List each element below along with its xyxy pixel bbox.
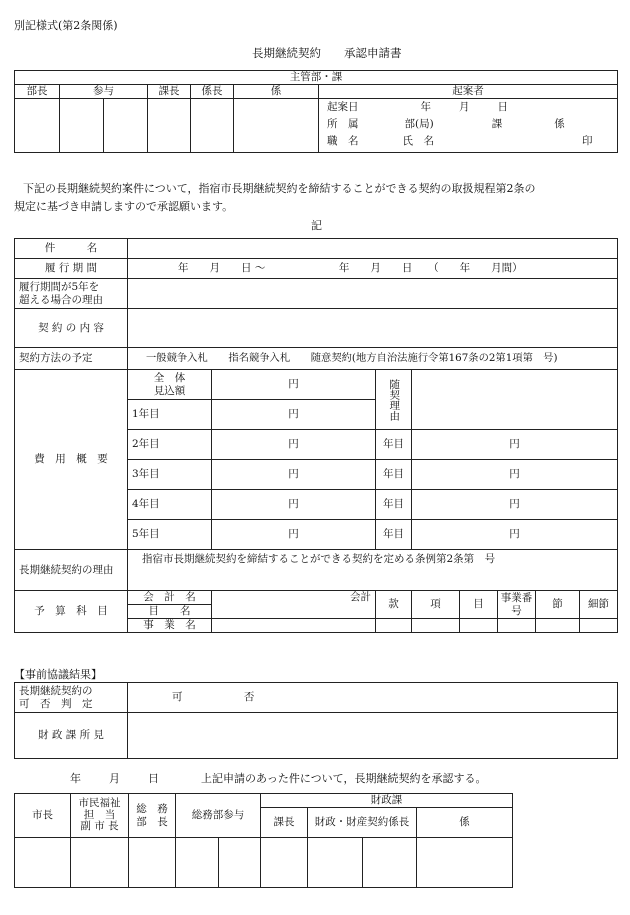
intro-line-2: 規定に基づき申請しますので承認願います。: [14, 200, 234, 213]
draft-date-label: 起案日: [327, 101, 359, 114]
judge-label-line1: 長期継続契約の: [19, 684, 93, 697]
stamp-cell[interactable]: [148, 99, 191, 153]
budget-label: 予 算 科 目: [15, 591, 128, 633]
cost-label: 費 用 概 要: [15, 370, 128, 550]
month-label: 月: [459, 101, 470, 114]
intro-line-1: 下記の長期継続契約案件について，指宿市長期継続契約を締結することができる契約の取扱規程第2条の: [23, 182, 536, 195]
approval-month: 月: [109, 772, 120, 785]
method-label: 契約方法の予定: [15, 348, 128, 370]
total-label-line1: 全 体: [153, 371, 186, 384]
hi-option[interactable]: 否: [243, 691, 255, 704]
judge-value[interactable]: [128, 683, 618, 713]
budget-col-ko: 項: [412, 591, 460, 619]
item-label: 目 名: [128, 605, 212, 619]
reason-value[interactable]: 指宿市長期継続契約を締結することができる契約を定める条例第2条第 号: [128, 550, 618, 591]
over5-value[interactable]: [128, 279, 618, 309]
project-name-value[interactable]: [212, 619, 376, 633]
stamp-cell[interactable]: [363, 838, 417, 888]
item-name-label: 件 名: [15, 239, 128, 259]
year4-label: 4年目: [128, 490, 212, 520]
approval-line: [70, 770, 486, 786]
stamp-cell[interactable]: [15, 99, 60, 153]
subsection-label: 係: [554, 118, 565, 131]
ka-option[interactable]: 可: [172, 691, 183, 704]
year2-right-label: 年目: [376, 430, 412, 460]
opinion-label: 財 政 課 所 見: [15, 713, 128, 759]
period-value[interactable]: 年 月 日 〜 年 月 日 （ 年 月間）: [128, 259, 618, 279]
zuikei-text: 随契理由: [388, 378, 401, 421]
stamp-cell[interactable]: [15, 838, 71, 888]
stamp-cell[interactable]: [219, 838, 261, 888]
year3-label: 3年目: [128, 460, 212, 490]
col-kakaricho: 係長: [191, 85, 234, 99]
year1-amount[interactable]: 円: [212, 400, 376, 430]
content-value[interactable]: [128, 309, 618, 348]
finance-label: 財政課: [261, 794, 513, 808]
judge-label: [15, 683, 128, 713]
total-label-line2: 見込額: [153, 384, 186, 397]
year5-label: 5年目: [128, 520, 212, 550]
zuikei-label: [376, 370, 412, 430]
mayor-label: 市長: [15, 794, 71, 838]
item-name-value[interactable]: [128, 239, 618, 259]
year4-amount[interactable]: 円: [212, 490, 376, 520]
year3-right-amount[interactable]: 円: [412, 460, 618, 490]
year3-amount[interactable]: 円: [212, 460, 376, 490]
deputy-line2: 担 当: [83, 808, 116, 821]
position-label: 職 名: [327, 135, 359, 148]
budget-val-project-no[interactable]: [498, 619, 536, 633]
col-kacho: 課長: [148, 85, 191, 99]
reason-label: 長期継続契約の理由: [15, 550, 128, 591]
zuikei-value[interactable]: [412, 370, 618, 430]
budget-col-saisetsu: 細節: [580, 591, 618, 619]
over5-label: [15, 279, 128, 309]
year2-right-amount[interactable]: 円: [412, 430, 618, 460]
stamp-cell[interactable]: [104, 99, 148, 153]
over5-label-line2: 超える場合の理由: [19, 293, 103, 306]
year4-right-amount[interactable]: 円: [412, 490, 618, 520]
col-sanyo: 参与: [60, 85, 148, 99]
accounting-name-value[interactable]: 会計: [212, 591, 376, 619]
prior-heading: 【事前協議結果】: [14, 668, 102, 681]
total-amount[interactable]: 円: [212, 370, 376, 400]
col-kakari: 係: [234, 85, 319, 99]
over5-label-line1: 履行期間が5年を: [19, 280, 100, 293]
seal-label: 印: [582, 135, 593, 148]
year3-right-label: 年目: [376, 460, 412, 490]
budget-col-project-no: 事業番号: [498, 591, 536, 619]
year2-amount[interactable]: 円: [212, 430, 376, 460]
content-label: 契 約 の 内 容: [15, 309, 128, 348]
budget-val-moku[interactable]: [460, 619, 498, 633]
approval-header-table: [14, 70, 618, 153]
project-name-label: 事 業 名: [128, 619, 212, 633]
main-table: [14, 238, 618, 633]
deputy-line1: 市民福祉: [78, 797, 121, 810]
gm-line1: 総 務: [136, 802, 168, 815]
dept-label: 主管部・課: [15, 71, 618, 85]
judge-label-line2: 可 否 判 定: [19, 697, 93, 710]
method-value[interactable]: 一般競争入札 指名競争入札 随意契約(地方自治法施行令第167条の2第1項第 号): [128, 348, 618, 370]
budget-col-setsu: 節: [536, 591, 580, 619]
opinion-value[interactable]: [128, 713, 618, 759]
approval-day: 日: [148, 772, 159, 785]
stamp-cell[interactable]: [191, 99, 234, 153]
finance-col-kakaricho: 財政・財産契約係長: [308, 808, 417, 838]
period-label: 履 行 期 間: [15, 259, 128, 279]
drafter-label: 起案者: [319, 85, 618, 99]
day-label: 日: [497, 101, 508, 114]
approval-year: 年: [70, 772, 81, 785]
stamp-cell[interactable]: [308, 838, 363, 888]
advisor-label: 総務部参与: [176, 794, 261, 838]
col-bucho: 部長: [15, 85, 60, 99]
form-title: 長期継続契約 承認申請書: [252, 46, 402, 60]
stamp-cell[interactable]: [129, 838, 176, 888]
stamp-cell[interactable]: [71, 838, 129, 888]
gm-label: [129, 794, 176, 838]
stamp-cell[interactable]: [417, 838, 513, 888]
year5-amount[interactable]: 円: [212, 520, 376, 550]
budget-val-setsu[interactable]: [536, 619, 580, 633]
year1-label: 1年目: [128, 400, 212, 430]
year5-right-amount[interactable]: 円: [412, 520, 618, 550]
total-label: [128, 370, 212, 400]
year-label: 年: [420, 101, 431, 114]
finance-col-kacho: 課長: [261, 808, 308, 838]
budget-val-saisetsu[interactable]: [580, 619, 618, 633]
prior-table: [14, 682, 618, 759]
budget-col-kan: 款: [376, 591, 412, 619]
name-label: 氏 名: [402, 135, 434, 148]
ki-label: 記: [311, 219, 322, 232]
year2-label: 2年目: [128, 430, 212, 460]
budget-val-kan[interactable]: [376, 619, 412, 633]
budget-col-moku: 目: [460, 591, 498, 619]
year5-right-label: 年目: [376, 520, 412, 550]
section-label: 課: [491, 118, 503, 131]
affiliation-label: 所 属: [327, 118, 359, 131]
stamp-cell[interactable]: [261, 838, 308, 888]
budget-val-ko[interactable]: [412, 619, 460, 633]
year4-right-label: 年目: [376, 490, 412, 520]
bottom-stamp-table: [14, 793, 513, 888]
bureau-label: 部(局): [404, 118, 434, 131]
gm-line2: 部 長: [136, 815, 168, 828]
deputy-mayor-label: [71, 794, 129, 838]
accounting-name-label: 会 計 名: [128, 591, 212, 605]
stamp-cell[interactable]: [60, 99, 104, 153]
stamp-cell[interactable]: [176, 838, 219, 888]
stamp-cell[interactable]: [234, 99, 319, 153]
deputy-line3: 副 市 長: [80, 820, 119, 833]
approval-text: 上記申請のあった件について，長期継続契約を承認する。: [201, 772, 487, 785]
form-label: 別記様式(第2条関係): [14, 19, 118, 32]
finance-col-kakari: 係: [417, 808, 513, 838]
drafter-details: [319, 99, 618, 153]
